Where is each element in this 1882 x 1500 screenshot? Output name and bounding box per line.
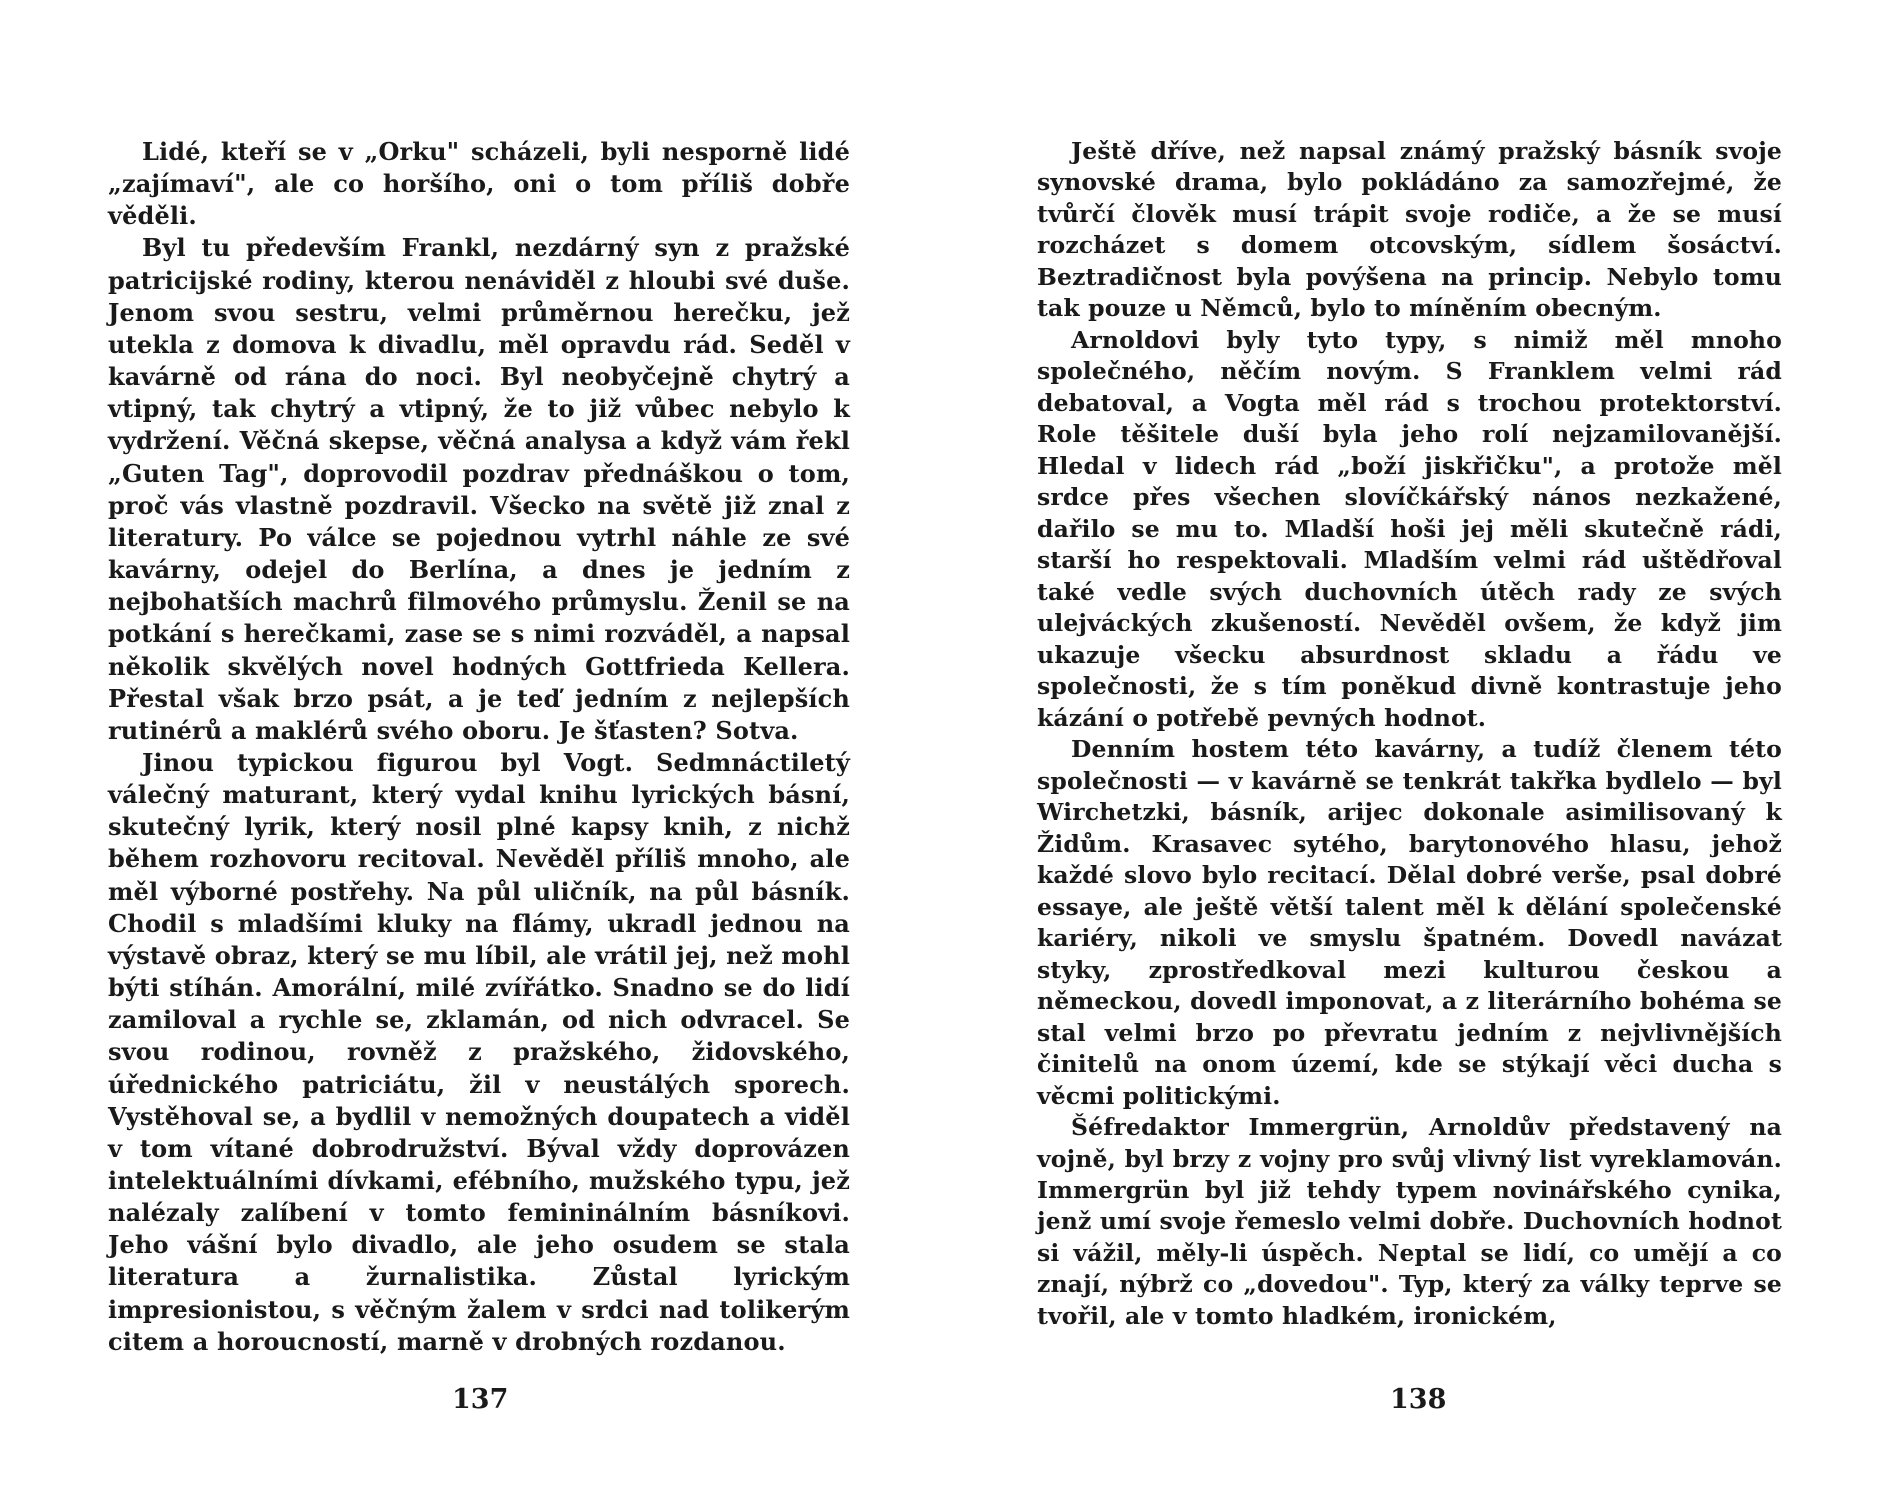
right-page xyxy=(1037,136,1782,1332)
paragraph: Jinou typickou figurou byl Vogt. Sedmnáctiletý válečný maturant, který vydal knihu lyrických básní, skutečný lyrik, který nosil plné kapsy knih, z nichž během rozhovoru recitoval. Nevěděl příliš mnoho, ale měl výborné postřehy. Na půl uličník, na půl básník. Chodil s mladšími kluky na flámy, ukradl jednou na výstavě obraz, který se mu líbil, ale vrátil jej, než mohl býti stíhán. Amorální, milé zvířátko. Snadno se do lidí zamiloval a rychle se, zklamán, od nich odvracel. Se svou rodinou, rovněž z pražského, židovského, úřednického patriciátu, žil v neustálých sporech. Vystěhoval se, a bydlil v nemožných doupatech a viděl v tom vítané dobrodružství. Býval vždy doprovázen intelektuálními dívkami, efébního, mužského typu, jež nalézaly zalíbení v tomto femininálním básníkovi. Jeho vášní bylo divadlo, ale jeho osudem se stala literatura a žurnalistika. Zůstal lyrickým impresionistou, s věčným žalem v srdci nad tolikerým citem a horoucností, marně v drobných rozdanou. xyxy=(108,747,850,1356)
paragraph: Šéfredaktor Immergrün, Arnoldův představený na vojně, byl brzy z vojny pro svůj vlivný list vyreklamován. Immergrün byl již tehdy typem novinářského cynika, jenž umí svoje řemeslo velmi dobře. Duchovních hodnot si vážil, měly-li úspěch. Neptal se lidí, co umějí a co znají, nýbrž co „dovedou". Typ, který za války teprve se tvořil, ale v tomto hladkém, ironickém, xyxy=(1037,1113,1782,1330)
paragraph: Denním hostem této kavárny, a tudíž členem této společnosti — v kavárně se tenkrát takřka bydlelo — byl Wirchetzki, básník, arijec dokonale asimilisovaný k Židům. Krasavec sytého, barytonového hlasu, jehož každé slovo bylo recitací. Dělal dobré verše, psal dobré essaye, ale ještě větší talent měl k dělání společenské kariéry, nikoli ve smyslu špatném. Dovedl navázat styky, zprostředkoval mezi kulturou českou a německou, dovedl imponovat, a z literárního bohéma se stal velmi brzo po převratu jedním z nejvlivnějších činitelů na onom území, kde se stýkají věci ducha s věcmi politickými. xyxy=(1037,735,1782,1110)
page-number-left: 137 xyxy=(452,1384,509,1415)
paragraph: Byl tu především Frankl, nezdárný syn z pražské patricijské rodiny, kterou nenáviděl z hloubi své duše. Jenom svou sestru, velmi průměrnou herečku, jež utekla z domova k divadlu, měl opravdu rád. Seděl v kavárně od rána do noci. Byl neobyčejně chytrý a vtipný, tak chytrý a vtipný, že to již vůbec nebylo k vydržení. Věčná skepse, věčná analysa a když vám řekl „Guten Tag", doprovodil pozdrav přednáškou o tom, proč vás vlastně pozdravil. Všecko na světě již znal z literatury. Po válce se pojednou vytrhl náhle ze své kavárny, odejel do Berlína, a dnes je jedním z nejbohatších machrů filmového průmyslu. Ženil se na potkání s herečkami, zase se s nimi rozváděl, a napsal několik skvělých novel hodných Gottfrieda Kellera. Přestal však brzo psát, a je teď jedním z nejlepších rutinérů a maklérů svého oboru. Je šťasten? Sotva. xyxy=(108,233,850,745)
paragraph: Arnoldovi byly tyto typy, s nimiž měl mnoho společného, něčím novým. S Franklem velmi rád debatoval, a Vogta měl rád s trochou protektorství. Role těšitele duší byla jeho rolí nejzamilovanější. Hledal v lidech rád „boží jiskřičku", a protože měl srdce přes všechen slovíčkářský nános nezkažené, dařilo se mu to. Mladší hoši jej měli skutečně rádi, starší ho respektovali. Mladším velmi rád uštědřoval také vedle svých duchovních útěch rady ze svých ulejváckých zkušeností. Nevěděl ovšem, že když jim ukazuje všecku absurdnost skladu a řádu ve společnosti, že s tím poněkud divně kontrastuje jeho kázání o potřebě pevných hodnot. xyxy=(1037,325,1782,732)
paragraph: Lidé, kteří se v „Orku" scházeli, byli nesporně lidé „zajímaví", ale co horšího, oni o tom příliš dobře věděli. xyxy=(108,137,850,231)
page-number-right: 138 xyxy=(1390,1384,1447,1415)
paragraph: Ještě dříve, než napsal známý pražský básník svoje synovské drama, bylo pokládáno za samozřejmé, že tvůrčí člověk musí trápit svoje rodiče, a že se musí rozcházet s domem otcovským, sídlem šosáctví. Beztradičnost byla povýšena na princip. Nebylo tomu tak pouze u Němců, bylo to míněním obecným. xyxy=(1037,137,1782,323)
left-page xyxy=(108,136,850,1358)
